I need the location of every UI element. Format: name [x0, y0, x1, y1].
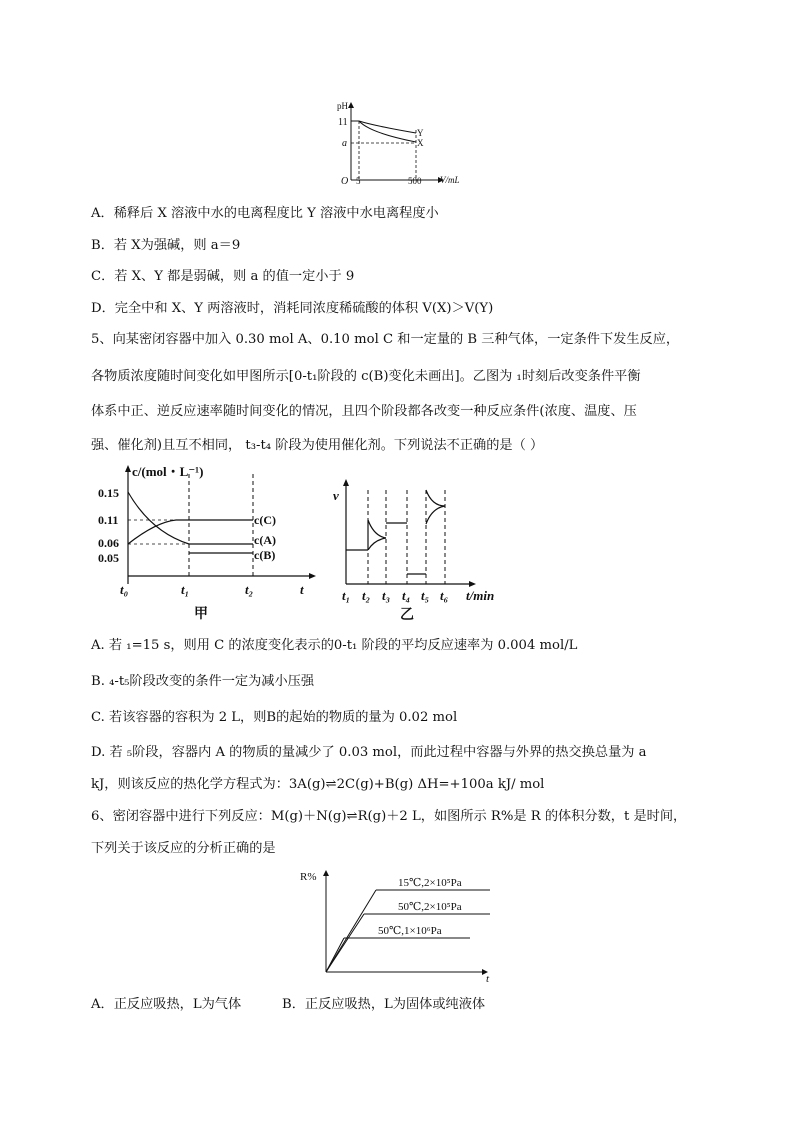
jia-x-t1: t₁	[181, 582, 190, 597]
r-x-label: t	[486, 973, 490, 985]
jia-tick-011: 0.11	[98, 513, 119, 527]
q6-stem-line-2: 下列关于该反应的分析正确的是	[91, 841, 276, 856]
jia-label-cC: c(C)	[254, 513, 276, 527]
jia-x-t0: t₀	[120, 582, 129, 597]
q5-stem-line-4: 强、催化剂)且互不相同， t₃-t₄ 阶段为使用催化剂。下列说法不正确的是（ ）	[91, 438, 544, 453]
jia-tick-015: 0.15	[98, 486, 119, 500]
jia-x-arrow	[309, 573, 316, 579]
ph-label-Y: Y	[417, 128, 424, 138]
q4-option-c: C．若 X、Y 都是弱碱，则 a 的值一定小于 9	[91, 269, 355, 284]
ph-tick-a: a	[342, 138, 347, 149]
r-line-2-rise	[326, 914, 364, 972]
ph-x-tick-500: 500	[408, 176, 422, 186]
q6-stem-line-1: 6、密闭容器中进行下列反应：M(g)＋N(g)⇌R(g)＋2 L，如图所示 R%是 R 的体积分数，t 是时间，	[91, 809, 687, 824]
q5-stem-line-1: 5、向某密闭容器中加入 0.30 mol A、0.10 mol C 和一定量的 B 三种气体，一定条件下发生反应，	[91, 332, 680, 347]
ph-dilution-figure	[330, 100, 475, 188]
q6-option-b: B．正反应吸热，L为固体或纯液体	[282, 997, 486, 1012]
q5-option-b: B. ₄-t₅阶段改变的条件一定为减小压强	[91, 674, 315, 689]
yi-x-t3: t₃	[382, 588, 391, 603]
chart-jia	[96, 462, 322, 622]
yi-x-t1: t₁	[342, 588, 351, 603]
q4-option-b: B．若 X为强碱，则 a＝9	[91, 238, 241, 253]
yi-curve-dn-5	[426, 506, 445, 524]
yi-curve-dn-2	[368, 538, 386, 550]
ph-origin: O	[341, 176, 349, 187]
q5-option-c: C. 若该容器的容积为 2 L，则B的起始的物质的量为 0.02 mol	[91, 710, 458, 725]
yi-y-arrow	[343, 479, 349, 486]
q5-stem-line-3: 体系中正、逆反应速率随时间变化的情况，且四个阶段都各改变一种反应条件(浓度、温度、压	[91, 404, 637, 419]
chart-yi	[330, 478, 515, 623]
yi-x-t2: t₂	[362, 588, 371, 603]
jia-x-t: t	[300, 582, 304, 597]
y-axis-arrow	[348, 102, 354, 108]
jia-label-cB: c(B)	[254, 548, 276, 562]
r-y-label: R%	[300, 871, 317, 883]
yi-caption: 乙	[400, 608, 414, 623]
ph-y-label: pH	[337, 101, 348, 111]
q5-stem-line-2: 各物质浓度随时间变化如甲图所示[0-t₁阶段的 c(B)变化未画出]。乙图为 ₁时刻后改变条件平衡	[91, 369, 641, 384]
yi-x-t4: t₄	[402, 588, 411, 603]
ph-x-label: V/mL	[440, 175, 460, 185]
yi-y-label: v	[333, 488, 339, 503]
jia-y-label: c/(mol・L⁻¹)	[132, 464, 204, 479]
r-series-2-label: 50℃,2×10⁵Pa	[398, 901, 462, 913]
r-y-arrow	[323, 870, 329, 876]
yi-x-label: t/min	[466, 588, 495, 603]
q6-option-a: A．正反应吸热，L为气体	[91, 997, 242, 1012]
jia-curve-C	[128, 520, 253, 544]
ph-x-tick-5: 5	[356, 176, 361, 186]
jia-curve-A	[128, 492, 253, 544]
q5-option-a: A. 若 ₁=15 s，则用 C 的浓度变化表示的0-t₁ 阶段的平均反应速率为 0.004 mol/L	[91, 638, 578, 653]
r-series-3-label: 50℃,1×10⁶Pa	[378, 925, 442, 937]
jia-y-arrow	[125, 465, 131, 472]
ph-label-X: X	[417, 138, 424, 148]
yi-x-arrow	[469, 581, 476, 587]
jia-x-t2: t₂	[245, 582, 254, 597]
r-line-3-rise	[326, 938, 344, 972]
yi-x-t5: t₅	[421, 588, 430, 603]
q4-option-a: A．稀释后 X 溶液中水的电离程度比 Y 溶液中水电离程度小	[91, 206, 439, 221]
jia-caption: 甲	[194, 607, 208, 622]
ph-tick-11: 11	[338, 117, 348, 128]
yi-curve-up-5	[426, 490, 445, 506]
r-series-1-label: 15℃,2×10⁵Pa	[398, 877, 462, 889]
q4-option-d: D．完全中和 X、Y 两溶液时，消耗同浓度稀硫酸的体积 V(X)＞V(Y)	[91, 301, 494, 316]
q5-option-d-line-1: D. 若 ₅阶段，容器内 A 的物质的量减少了 0.03 mol，而此过程中容器与外界的热交换总量为 a	[91, 745, 647, 760]
jia-label-cA: c(A)	[254, 533, 276, 547]
jia-tick-006: 0.06	[98, 536, 119, 550]
yi-x-t6: t₆	[440, 588, 449, 603]
q5-option-d-line-2: kJ，则该反应的热化学方程式为：3A(g)⇌2C(g)+B(g) ΔH=+100a kJ/ mol	[91, 777, 545, 792]
yi-curve-up-2	[368, 520, 386, 538]
chart-r-percent	[298, 866, 498, 988]
jia-tick-005: 0.05	[98, 551, 119, 565]
